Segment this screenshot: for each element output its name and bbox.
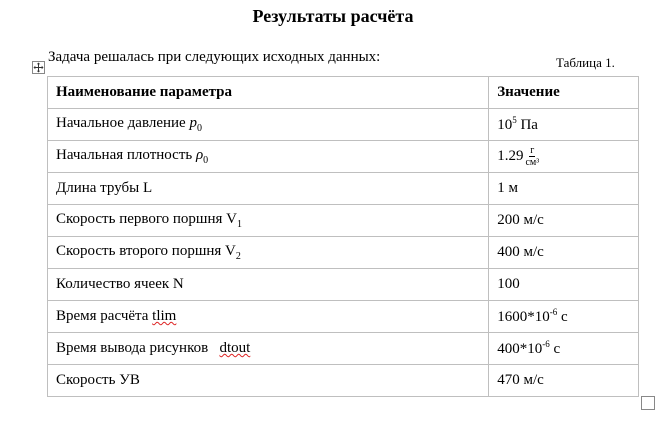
table-caption: Таблица 1. xyxy=(556,55,615,70)
table-row xyxy=(48,333,639,365)
table-row xyxy=(48,301,639,333)
param-name-cell: Количество ячеек N xyxy=(48,269,489,301)
density-unit-fraction: $\frac{г}{\text{см³}}$ xyxy=(525,145,540,168)
header-value: Значение xyxy=(489,77,639,109)
table-row xyxy=(48,269,639,301)
document-title: Результаты расчёта xyxy=(252,6,414,26)
param-name-cell: Скорость первого поршня $V_1$ xyxy=(48,205,489,237)
param-value-cell: 200 м/с xyxy=(489,205,639,237)
param-value-cell: 470 м/с xyxy=(489,365,639,397)
param-value-cell: 1 м xyxy=(489,173,639,205)
table-row xyxy=(48,237,639,269)
spellcheck-word: dtout xyxy=(219,340,251,356)
table-row xyxy=(48,365,639,397)
table-row xyxy=(48,109,639,141)
param-value-cell: 100 xyxy=(489,269,639,301)
param-value-cell: 400 м/с xyxy=(489,237,639,269)
param-name-cell: Длина трубы L xyxy=(48,173,489,205)
param-value-cell: $1600*10^{-6}$ с xyxy=(489,301,639,333)
param-name-cell: Время вывода рисунков dtout xyxy=(48,333,489,365)
param-name-cell: Начальное давление $p_0$ xyxy=(48,109,489,141)
param-value-cell: 1.29 $\frac{г}{\text{см³}}$ xyxy=(489,141,639,173)
parameters-table xyxy=(47,76,639,397)
intro-paragraph: Задача решалась при следующих исходных данных: xyxy=(48,49,381,65)
param-name-cell: Скорость УВ xyxy=(48,365,489,397)
header-parameter: Наименование параметра xyxy=(48,77,489,109)
table-row xyxy=(48,141,639,173)
param-name-cell: Скорость второго поршня $V_2$ xyxy=(48,237,489,269)
table-row xyxy=(48,205,639,237)
table-header-row xyxy=(48,77,639,109)
param-name-cell: Время расчёта tlim xyxy=(48,301,489,333)
param-name-cell: Начальная плотность $\rho_0$ xyxy=(48,141,489,173)
table-row xyxy=(48,173,639,205)
spellcheck-word: tlim xyxy=(152,308,177,324)
param-value-cell: $400*10^{-6}$ с xyxy=(489,333,639,365)
table-resize-handle[interactable] xyxy=(641,396,655,410)
param-value-cell: $10^5$ Па xyxy=(489,109,639,141)
table-move-handle-icon[interactable] xyxy=(32,61,45,74)
